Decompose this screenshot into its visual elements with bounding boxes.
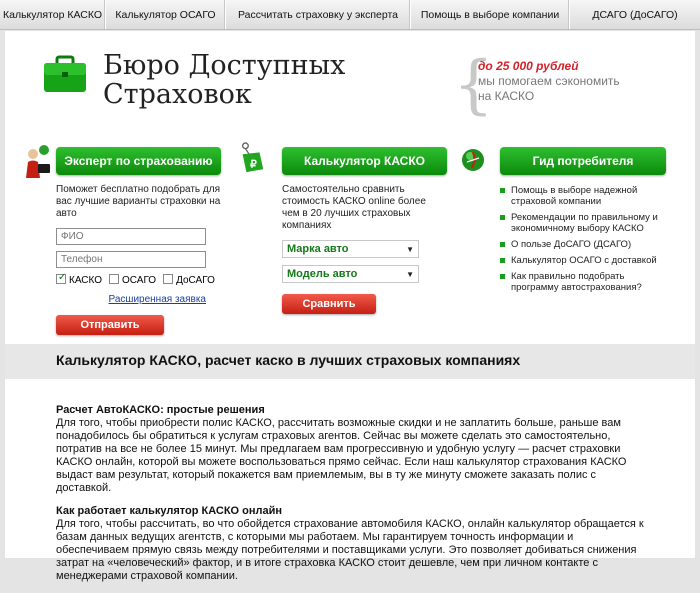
- expert-header: Эксперт по страхованию: [56, 147, 221, 175]
- svg-text:₽: ₽: [250, 159, 257, 171]
- nav-item-expert[interactable]: Рассчитать страховку у эксперта: [226, 0, 411, 29]
- advanced-link-row: [56, 293, 206, 305]
- nav-item-osago-calculator[interactable]: Калькулятор ОСАГО: [106, 0, 226, 29]
- calculator-header: Калькулятор КАСКО: [282, 147, 447, 175]
- price-tag-icon: [237, 141, 267, 175]
- car-brand-select[interactable]: [282, 240, 419, 258]
- chevron-down-icon: ▼: [406, 269, 414, 279]
- nav-item-company-help[interactable]: Помощь в выборе компании: [411, 0, 570, 29]
- bullet-icon: [500, 274, 505, 279]
- logo-line-2: Страховок: [103, 79, 252, 110]
- guide-globe-icon: [461, 148, 485, 172]
- name-field[interactable]: [56, 228, 206, 245]
- section-title-band: [5, 344, 695, 379]
- expert-column: [56, 147, 221, 335]
- car-model-value: Модель авто: [287, 268, 358, 280]
- check-osago[interactable]: ОСАГО: [109, 274, 156, 286]
- bullet-icon: [500, 258, 505, 263]
- insurance-type-checks: [56, 274, 221, 286]
- article-heading-1: Расчет АвтоКАСКО: простые решения: [56, 404, 265, 416]
- check-dosago[interactable]: ДоСАГО: [163, 274, 215, 286]
- bullet-icon: [500, 242, 505, 247]
- guide-item[interactable]: Помощь в выборе надежной страховой компании: [500, 185, 666, 207]
- site-logo-text[interactable]: [103, 51, 345, 109]
- promo-line-2: мы помогаем сэкономить: [478, 74, 620, 88]
- article-body: [56, 404, 648, 593]
- chevron-down-icon: ▼: [406, 244, 414, 254]
- bullet-icon: [500, 188, 505, 193]
- guide-item[interactable]: Калькулятор ОСАГО с доставкой: [500, 255, 666, 266]
- promo-highlight: до 25 000 рублей: [478, 59, 579, 73]
- promo-block: [478, 59, 620, 104]
- briefcase-logo-icon: [43, 55, 87, 93]
- guide-item[interactable]: Как правильно подобрать программу автострахования?: [500, 271, 666, 293]
- top-navigation: [0, 0, 700, 30]
- checkbox-dosago[interactable]: [163, 274, 173, 284]
- nav-item-dsago[interactable]: ДСАГО (ДоСАГО): [592, 8, 678, 21]
- expert-icon: [24, 144, 52, 178]
- check-kasko[interactable]: ✓КАСКО: [56, 274, 102, 286]
- bullet-icon: [500, 215, 505, 220]
- car-model-select[interactable]: [282, 265, 419, 283]
- guide-column: [500, 147, 666, 298]
- nav-item-kasko-calculator[interactable]: Калькулятор КАСКО: [0, 0, 106, 29]
- guide-item[interactable]: О пользе ДоСАГО (ДСАГО): [500, 239, 666, 250]
- checkbox-osago[interactable]: [109, 274, 119, 284]
- promo-brace-decoration: {: [453, 48, 494, 122]
- expert-description: Поможет бесплатно подобрать для вас лучшие варианты страховки на авто: [56, 184, 221, 219]
- promo-line-3: на КАСКО: [478, 89, 535, 103]
- checkbox-kasko[interactable]: [56, 274, 66, 284]
- phone-field[interactable]: [56, 251, 206, 268]
- article-paragraph-2: Для того, чтобы рассчитать, во что обойдется страхование автомобиля КАСКО, онлайн калькулятор обращается к базам данных ведущих агентств, с которыми мы работаем. Мы гарантируем точность информации и обеспечиваем прямую связь между потребителями и поставщиками услуги. Это позволяет добиваться снижения затрат на «человеческий» фактор, и в итоге страховка КАСКО стоит дешевле, чем при личном контакте с менеджерами страховой компании.: [56, 518, 644, 582]
- article-heading-2: Как работает калькулятор КАСКО онлайн: [56, 505, 283, 517]
- page-container: [5, 31, 695, 582]
- section-title: Калькулятор КАСКО, расчет каско в лучших страховых компаниях: [56, 352, 521, 368]
- guide-header: Гид потребителя: [500, 147, 666, 175]
- submit-button[interactable]: Отправить: [56, 315, 164, 335]
- calculator-description: Самостоятельно сравнить стоимость КАСКО online более чем в 20 лучших страховых компаниях: [282, 184, 426, 231]
- car-brand-value: Марка авто: [287, 243, 349, 255]
- compare-button[interactable]: Сравнить: [282, 294, 376, 314]
- logo-line-1: Бюро Доступных: [103, 50, 346, 81]
- guide-item[interactable]: Рекомендации по правильному и экономичному выбору КАСКО: [500, 212, 666, 234]
- advanced-request-link[interactable]: Расширенная заявка: [108, 294, 206, 305]
- article-paragraph-1: Для того, чтобы приобрести полис КАСКО, рассчитать возможные скидки и не заплатить больше, раньше вам понадобилось бы обратиться к услугам страховых агентов. Сейчас вы можете сделать это самостоятельно, потратив на все не более 15 минут. Мы предлагаем вам прогрессивную и удобную услугу — расчет страховки КАСКО онлайн, которой вы можете воспользоваться прямо сейчас. Если наш калькулятор страхования КАСКО выдаст вам результат, который покажется вам приемлемым, вы в ту же минуту сможете заказать полис с доставкой.: [56, 417, 627, 494]
- calculator-column: [282, 147, 447, 314]
- guide-list: [500, 185, 666, 293]
